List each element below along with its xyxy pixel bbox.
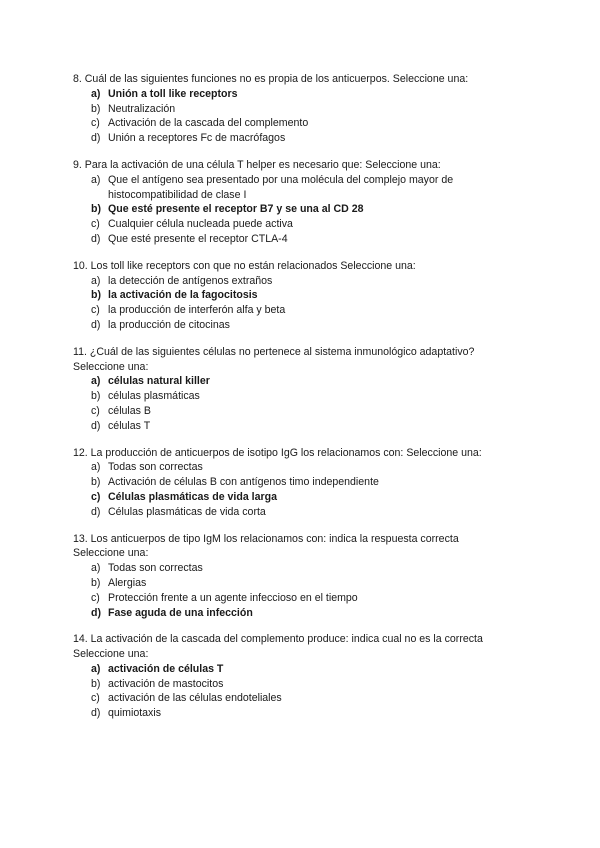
- option-text: la producción de interferón alfa y beta: [108, 304, 286, 317]
- answer-option: [73, 591, 513, 606]
- answer-options: [73, 374, 513, 433]
- answer-options: [73, 460, 513, 519]
- question-list: [73, 72, 513, 733]
- option-letter: b): [91, 476, 101, 489]
- answer-option: [73, 274, 513, 289]
- answer-option: [73, 318, 513, 333]
- answer-option-correct: [73, 490, 513, 505]
- option-letter: b): [91, 203, 101, 216]
- answer-option: [73, 217, 513, 232]
- question-text: 11. ¿Cuál de las siguientes células no pertenece al sistema inmunológico adaptativo? Seleccione una:: [73, 345, 475, 373]
- question-text: 12. La producción de anticuerpos de isotipo IgG los relacionamos con: Seleccione una:: [73, 446, 482, 459]
- option-text: células B: [108, 404, 151, 417]
- option-text: células plasmáticas: [108, 390, 200, 403]
- option-text: la detección de antígenos extraños: [108, 274, 273, 287]
- option-text: Células plasmáticas de vida corta: [108, 505, 266, 518]
- option-text: quimiotaxis: [108, 707, 161, 720]
- option-letter: c): [91, 304, 100, 317]
- answer-option-correct: [73, 288, 513, 303]
- option-text: la activación de la fagocitosis: [108, 289, 258, 302]
- option-text: activación de células T: [108, 662, 224, 675]
- option-letter: c): [91, 490, 101, 503]
- question-item: [73, 632, 513, 721]
- option-text: Protección frente a un agente infeccioso en el tiempo: [108, 591, 358, 604]
- answer-option: [73, 677, 513, 692]
- answer-option-correct: [73, 202, 513, 217]
- option-letter: a): [91, 375, 101, 388]
- option-letter: a): [91, 274, 101, 287]
- option-letter: b): [91, 390, 101, 403]
- option-letter: c): [91, 404, 100, 417]
- answer-options: [73, 561, 513, 620]
- option-letter: c): [91, 218, 100, 231]
- option-letter: a): [91, 173, 101, 186]
- option-text: Activación de células B con antígenos timo independiente: [108, 476, 379, 489]
- option-text: Unión a toll like receptors: [108, 87, 238, 100]
- answer-option: [73, 460, 513, 475]
- option-letter: a): [91, 662, 101, 675]
- option-text: activación de las células endoteliales: [108, 692, 282, 705]
- answer-option: [73, 505, 513, 520]
- option-letter: b): [91, 102, 101, 115]
- answer-option: [73, 131, 513, 146]
- option-text: Neutralización: [108, 102, 176, 115]
- answer-option: [73, 116, 513, 131]
- answer-option: [73, 475, 513, 490]
- option-letter: d): [91, 232, 101, 245]
- option-text: Todas son correctas: [108, 562, 203, 575]
- option-letter: d): [91, 419, 101, 432]
- answer-option-correct: [73, 662, 513, 677]
- option-letter: a): [91, 87, 101, 100]
- option-text: activación de mastocitos: [108, 677, 224, 690]
- option-letter: d): [91, 318, 101, 331]
- option-letter: b): [91, 289, 101, 302]
- answer-option: [73, 706, 513, 721]
- option-letter: d): [91, 132, 101, 145]
- answer-option: [73, 102, 513, 117]
- answer-options: [73, 173, 513, 247]
- option-letter: d): [91, 606, 101, 619]
- question-text: 14. La activación de la cascada del complemento produce: indica cual no es la correcta Seleccione una:: [73, 633, 483, 661]
- answer-option-correct: [73, 606, 513, 621]
- answer-option: [73, 419, 513, 434]
- option-letter: b): [91, 576, 101, 589]
- answer-option: [73, 691, 513, 706]
- option-letter: c): [91, 117, 100, 130]
- option-text: Que esté presente el receptor B7 y se una al CD 28: [108, 203, 364, 216]
- answer-option: [73, 404, 513, 419]
- option-text: Todas son correctas: [108, 461, 203, 474]
- question-item: [73, 532, 513, 621]
- option-text: células T: [108, 419, 151, 432]
- option-letter: b): [91, 677, 101, 690]
- option-text: Células plasmáticas de vida larga: [108, 490, 277, 503]
- question-text: 13. Los anticuerpos de tipo IgM los relacionamos con: indica la respuesta correcta Seleccione una:: [73, 532, 459, 560]
- option-text: la producción de citocinas: [108, 318, 230, 331]
- option-letter: d): [91, 707, 101, 720]
- answer-option: [73, 389, 513, 404]
- option-text: Que esté presente el receptor CTLA-4: [108, 232, 288, 245]
- answer-option-correct: [73, 87, 513, 102]
- option-text: Activación de la cascada del complemento: [108, 117, 309, 130]
- option-text: Alergias: [108, 576, 147, 589]
- option-text: Unión a receptores Fc de macrófagos: [108, 132, 286, 145]
- answer-option: [73, 303, 513, 318]
- answer-options: [73, 274, 513, 333]
- answer-options: [73, 87, 513, 146]
- question-item: [73, 158, 513, 247]
- option-letter: a): [91, 461, 101, 474]
- option-letter: c): [91, 591, 100, 604]
- answer-option-correct: [73, 374, 513, 389]
- answer-option: [73, 232, 513, 247]
- option-text: Que el antígeno sea presentado por una molécula del complejo mayor de histocompatibilidad de clase I: [108, 173, 454, 201]
- answer-option: [73, 561, 513, 576]
- question-item: [73, 446, 513, 520]
- option-text: Fase aguda de una infección: [108, 606, 253, 619]
- answer-option: [73, 173, 513, 203]
- option-letter: d): [91, 505, 101, 518]
- question-item: [73, 72, 513, 146]
- answer-options: [73, 662, 513, 721]
- question-text: 10. Los toll like receptors con que no están relacionados Seleccione una:: [73, 259, 416, 272]
- question-item: [73, 259, 513, 333]
- question-text: 8. Cuál de las siguientes funciones no es propia de los anticuerpos. Seleccione una:: [73, 73, 469, 85]
- option-letter: a): [91, 562, 101, 575]
- option-text: Cualquier célula nucleada puede activa: [108, 218, 293, 231]
- option-text: células natural killer: [108, 375, 210, 388]
- answer-option: [73, 576, 513, 591]
- option-letter: c): [91, 692, 100, 705]
- question-item: [73, 345, 513, 434]
- question-text: 9. Para la activación de una célula T helper es necesario que: Seleccione una:: [73, 158, 441, 171]
